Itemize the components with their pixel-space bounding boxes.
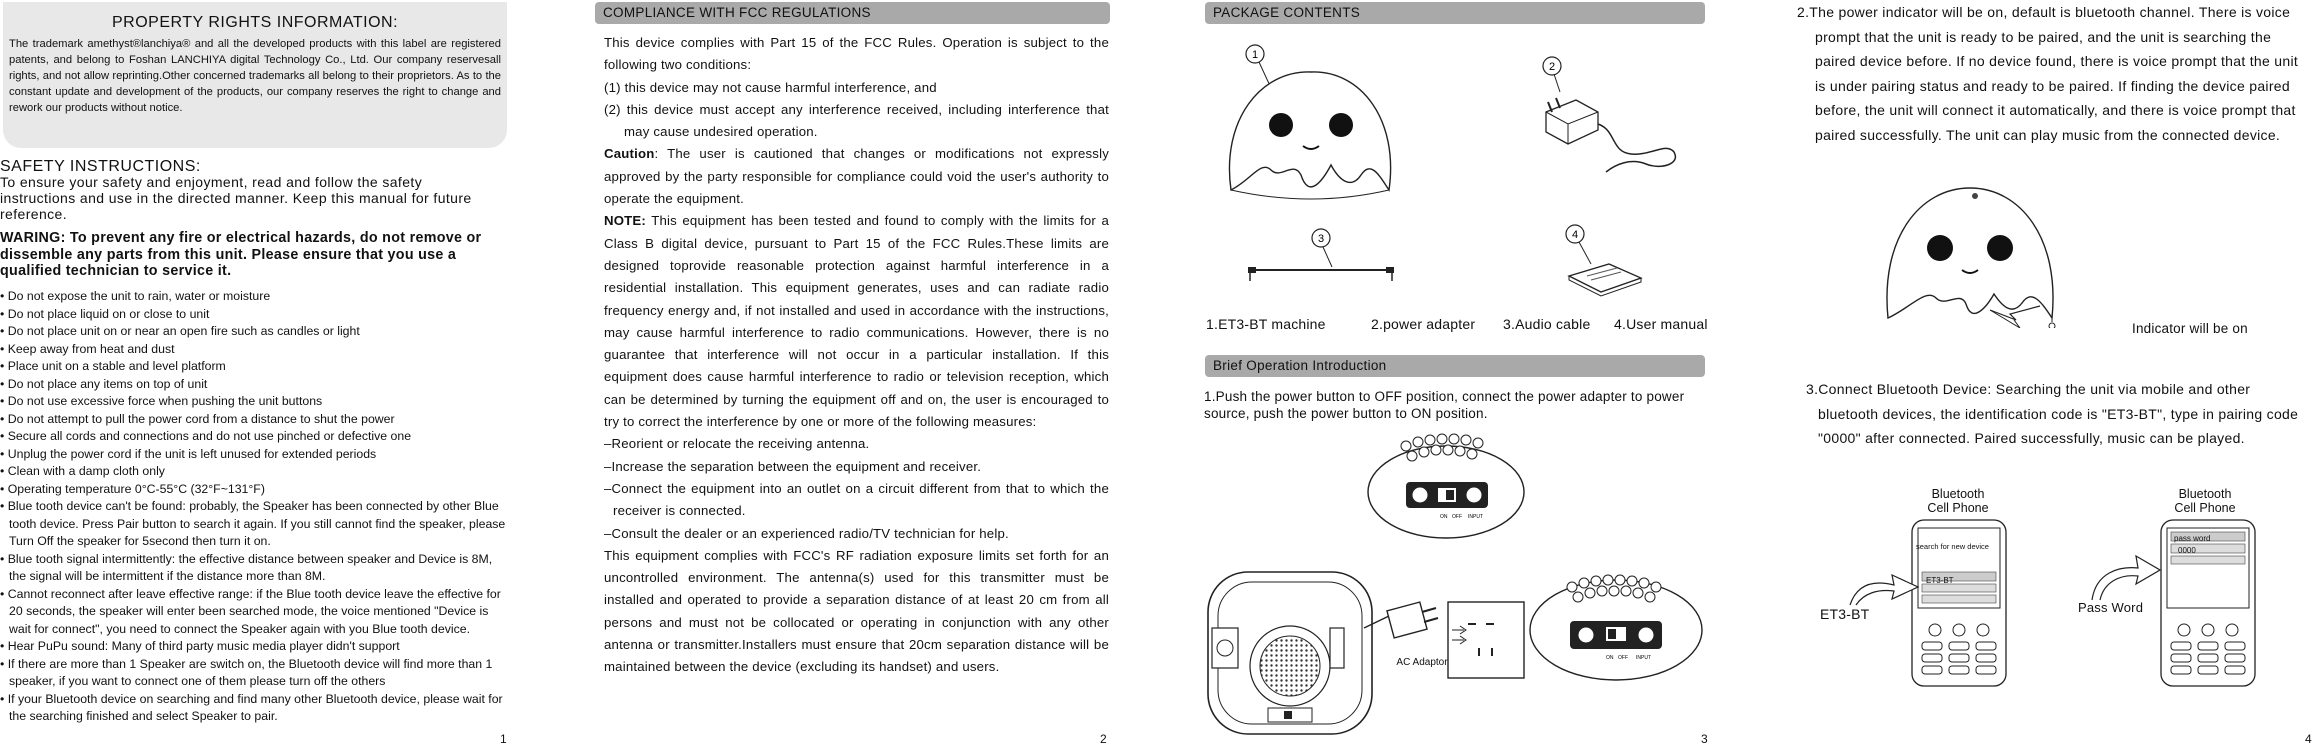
- phone-2-callout-label: Pass Word: [2078, 600, 2144, 615]
- page-number: 4: [2305, 732, 2312, 746]
- list-item: • Do not place unit on or near an open fire such as candles or light: [0, 323, 510, 341]
- marker-1: 1: [1251, 49, 1259, 61]
- list-item: • Do not place liquid on or close to unit: [0, 306, 510, 324]
- rf-exposure-text: This equipment complies with FCC's RF radiation exposure limits set forth for an uncontrolled environment. The antenna(s) used for this transmitter must be installed and operated to provide a separation distance of at least 20 cm from all persons and must not be collocated or operating in conjunction with any other antenna or transmitter.Installers must ensure that 20cm separation distance will be maintained between the device (excluding its handset) and users.: [604, 547, 1109, 675]
- operation-step-2: 2.The power indicator will be on, default is bluetooth channel. There is voice prompt that the unit is ready to be paired, and the unit is searching the paired device before. If no device found, there is voice prompt that the unit is under pairing status and ready to be paired. If finding the device paired before, the unit will connect it automatically, and there is voice prompt that paired successfully. The unit can play music from the connected device.: [1797, 4, 2299, 143]
- switch-label-on-2: ON: [1606, 655, 1614, 661]
- list-item: • If there are more than 1 Speaker are switch on, the Bluetooth device will find more than 1 speaker, if you want to connect one of them please turn off the others: [0, 656, 510, 691]
- ac-adaptor-label: AC Adaptor: [1396, 657, 1448, 668]
- note-text: This equipment has been tested and found to comply with the limits for a Class B digital device, pursuant to Part 15 of the FCC Rules.These limits are designed toprovide reasonable protection against harmful interference in a residential installation. This equipment generates, uses and can radiate radio frequency energy and, if not installed and used in accordance with the instructions, may cause harmful interference to radio communications. However, there is no guarantee that interference will not occur in a particular installation. If this equipment does cause harmful interference to radio or television reception, which can be determined by turning the equipment off and on, the user is encouraged to try to correct the interference by one or more of the following measures:: [604, 213, 1109, 430]
- phone-1-list-item: ET3-BT: [1926, 576, 1954, 585]
- page-number: 3: [1701, 732, 1708, 746]
- item-label: 3.Audio cable: [1503, 316, 1591, 332]
- switch-label-input: INPUT: [1468, 514, 1483, 520]
- phone-2-code: 0000: [2178, 546, 2196, 555]
- phone-2-title: Bluetooth Cell Phone: [2174, 487, 2236, 515]
- measure-item: –Reorient or relocate the receiving antenna.: [604, 436, 870, 452]
- page-1: [0, 0, 510, 746]
- power-adapter-illustration: [1536, 52, 1686, 192]
- marker-3: 3: [1317, 233, 1325, 245]
- warning-text: WARING: To prevent any fire or electrical hazards, do not remove or dissemble any parts from this unit. Please ensure that you use a qualified technician to service it.: [0, 230, 482, 279]
- phone-2-screen-text: pass word: [2174, 534, 2211, 543]
- fcc-intro: This device complies with Part 15 of the FCC Rules. Operation is subject to the following two conditions:: [604, 35, 1109, 73]
- property-rights-box: [3, 2, 507, 148]
- switch-label-input-2: INPUT: [1636, 655, 1651, 661]
- fcc-condition-2: (2) this device must accept any interference received, including interference that may cause undesired operation.: [604, 101, 1109, 140]
- note-paragraph: [604, 210, 1109, 433]
- caution-text: : The user is cautioned that changes or modifications not expressly approved by the party responsible for compliance could void the user's authority to operate the equipment.: [604, 146, 1109, 207]
- page-number: 1: [500, 732, 507, 746]
- list-item: • Secure all cords and connections and do not use pinched or defective one: [0, 428, 510, 446]
- brief-operation-header: Brief Operation Introduction: [1205, 355, 1705, 377]
- power-switch-illustration: [1366, 432, 1526, 542]
- audio-cable-illustration: [1246, 225, 1396, 295]
- package-contents-header: PACKAGE CONTENTS: [1205, 2, 1705, 24]
- user-manual-illustration: [1561, 220, 1651, 300]
- list-item: • Do not attempt to pull the power cord from a distance to shut the power: [0, 411, 510, 429]
- list-item: • Hear PuPu sound: Many of third party music media player didn't support: [0, 638, 510, 656]
- switch-label-off: OFF: [1452, 514, 1462, 520]
- list-item: • If your Bluetooth device on searching and find many other Bluetooth device, please wait for the searching finished and select Speaker to pair.: [0, 691, 510, 726]
- safety-bullet-list: [0, 288, 510, 726]
- safety-title: SAFETY INSTRUCTIONS:: [0, 158, 201, 175]
- phone-2-callout-arrow: [2090, 552, 2162, 602]
- fcc-header: COMPLIANCE WITH FCC REGULATIONS: [595, 2, 1110, 24]
- phone-1-callout-label: ET3-BT: [1820, 606, 1870, 622]
- item-label: 1.ET3-BT machine: [1206, 316, 1326, 332]
- marker-4: 4: [1571, 229, 1579, 241]
- item-label: 4.User manual: [1614, 316, 1708, 332]
- fcc-condition-1: (1) this device may not cause harmful interference, and: [604, 79, 937, 95]
- page-2: [595, 0, 1110, 746]
- property-rights-title: PROPERTY RIGHTS INFORMATION:: [111, 14, 399, 31]
- caution-label: Caution: [604, 146, 655, 162]
- speaker-illustration: [1211, 40, 1401, 210]
- page-3: [1196, 0, 1716, 746]
- safety-intro: To ensure your safety and enjoyment, read and follow the safety instructions and use in the directed manner. Keep this manual for future reference.: [0, 174, 472, 222]
- list-item: • Do not expose the unit to rain, water or moisture: [0, 288, 510, 306]
- measure-item: –Increase the separation between the equipment and receiver.: [604, 458, 982, 474]
- list-item: • Clean with a damp cloth only: [0, 463, 510, 481]
- page-4: [1790, 0, 2314, 746]
- measure-item: –Connect the equipment into an outlet on a circuit different from that to which the receiver is connected.: [604, 480, 1109, 519]
- page-number: 2: [1100, 732, 1107, 746]
- list-item: • Unplug the power cord if the unit is left unused for extended periods: [0, 446, 510, 464]
- wall-socket-illustration: [1446, 600, 1528, 684]
- operation-step-1: 1.Push the power button to OFF position, connect the power adapter to power source, push the power button to ON position.: [1204, 389, 1685, 421]
- measure-item: –Consult the dealer or an experienced radio/TV technician for help.: [604, 525, 1009, 541]
- indicator-label: Indicator will be on: [2132, 321, 2248, 336]
- list-item: • Do not use excessive force when pushing the unit buttons: [0, 393, 510, 411]
- property-rights-body: The trademark amethyst®lanchiya® and all the developed products with this label are registered patents, and belong to Foshan LANCHIYA digital Technology Co., Ltd. Our company reservesall rights, and not allow reprinting.Other concerned trademarks all belong to their proprietors. As to the constant update and development of the products, our company reserves the right to change and rework our products without notice.: [9, 38, 501, 114]
- phone-1-callout-arrow: [1848, 565, 1920, 607]
- power-on-illustration: [1526, 565, 1706, 685]
- item-label: 2.power adapter: [1371, 316, 1476, 332]
- caution-paragraph: [604, 143, 1109, 210]
- list-item: • Do not place any items on top of unit: [0, 376, 510, 394]
- speaker-indicator-illustration: [1880, 148, 2100, 328]
- note-label: NOTE:: [604, 213, 647, 229]
- switch-label-off-2: OFF: [1618, 655, 1628, 661]
- operation-step-3: 3.Connect Bluetooth Device: Searching the unit via mobile and other bluetooth devices, the identification code is "ET3-BT", type in pairing code "0000" after connected. Paired successfully, music can be played.: [1806, 381, 2299, 446]
- switch-label-on: ON: [1440, 514, 1448, 520]
- list-item: • Blue tooth signal intermittently: the effective distance between speaker and Device is 8M, the signal will be intermittent if the distance more than 8M.: [0, 551, 510, 586]
- marker-2: 2: [1548, 61, 1556, 73]
- fcc-body: [604, 32, 1109, 679]
- list-item: • Place unit on a stable and level platform: [0, 358, 510, 376]
- phone-1-screen-text: search for new device: [1916, 542, 1989, 551]
- list-item: • Blue tooth device can't be found: probably, the Speaker has been connected by other Blue tooth device. Press Pair button to search it again. If you still cannot find the speaker, please Turn Off the speaker for 5second then turn it on.: [0, 498, 510, 551]
- list-item: • Keep away from heat and dust: [0, 341, 510, 359]
- phone-1-title: Bluetooth Cell Phone: [1927, 487, 1989, 515]
- list-item: • Operating temperature 0°C-55°C (32°F~131°F): [0, 481, 510, 499]
- list-item: • Cannot reconnect after leave effective range: if the Blue tooth device leave the effective for 20 seconds, the speaker will enter been searched mode, the voice mentioned "Device is wait for connect", you need to connect the Speaker again with you Blue tooth device.: [0, 586, 510, 639]
